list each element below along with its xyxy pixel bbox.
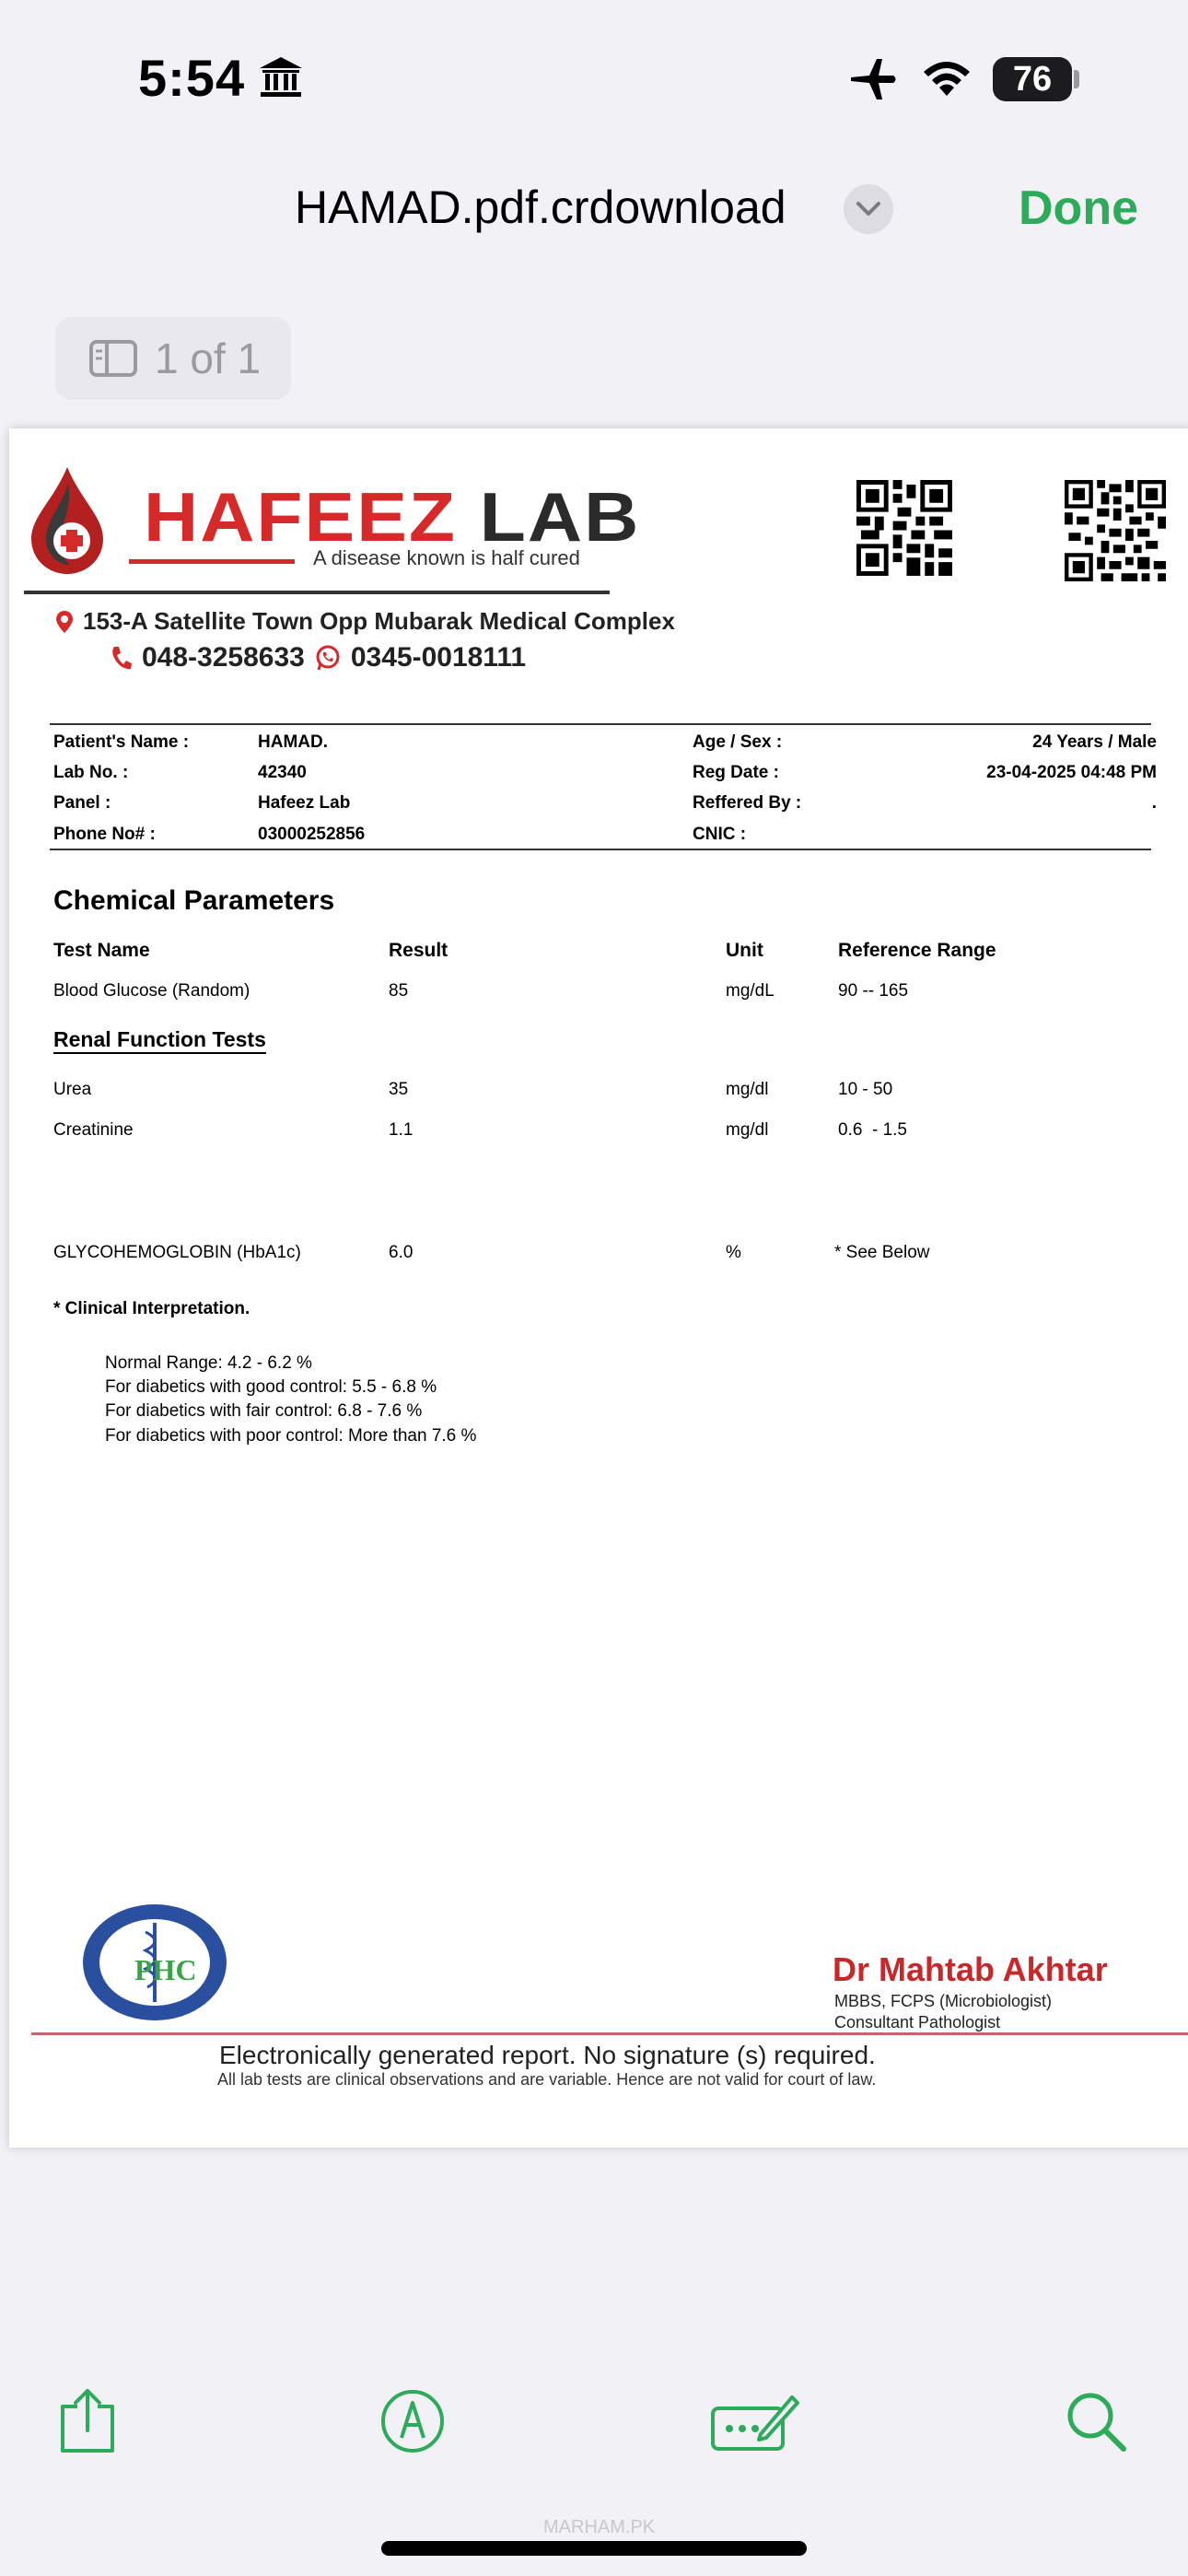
brand-hafeez: HAFEEZ xyxy=(144,478,457,556)
interpretation-line: Normal Range: 4.2 - 6.2 % xyxy=(105,1353,312,1373)
section-title: Chemical Parameters xyxy=(53,885,335,916)
reg-date: 23-04-2025 04:48 PM xyxy=(986,763,1157,782)
referred-by: . xyxy=(1151,793,1157,813)
urea-result: 35 xyxy=(389,1080,409,1099)
bank-icon xyxy=(258,55,304,100)
phone-value: 03000252856 xyxy=(258,825,366,844)
whatsapp-number: 0345-0018111 xyxy=(350,642,527,673)
brand-lab: LAB xyxy=(457,478,641,556)
title-menu-button[interactable] xyxy=(844,184,893,234)
qr-code-icon xyxy=(1065,480,1166,581)
status-bar xyxy=(0,0,1188,157)
markup-icon[interactable] xyxy=(379,2388,446,2454)
doctor-designation: Consultant Pathologist xyxy=(834,2013,1001,2032)
hba1c-unit: % xyxy=(726,1243,741,1262)
location-pin-icon xyxy=(55,610,74,634)
footer-divider xyxy=(31,2032,1188,2035)
hba1c-result: 6.0 xyxy=(389,1243,413,1262)
phone-icon xyxy=(111,645,133,671)
electronic-report-note: Electronically generated report. No signature (s) required. xyxy=(219,2041,876,2069)
glucose-test: Blood Glucose (Random) xyxy=(53,981,250,1001)
referred-by-label: Reffered By : xyxy=(693,793,802,813)
interpretation-line: For diabetics with fair control: 6.8 - 7.6 % xyxy=(105,1401,423,1421)
phone-label: Phone No# : xyxy=(53,825,156,844)
pdf-page[interactable] xyxy=(9,428,1188,2148)
urea-test: Urea xyxy=(53,1080,92,1099)
signature-icon[interactable] xyxy=(709,2392,801,2453)
done-button[interactable]: Done xyxy=(1019,181,1138,235)
col-reference-range: Reference Range xyxy=(838,940,996,961)
renal-section-title: Renal Function Tests xyxy=(53,1027,266,1051)
lab-no: 42340 xyxy=(258,763,307,782)
lab-phones xyxy=(111,642,526,673)
doctor-name: Dr Mahtab Akhtar xyxy=(833,1950,1108,1988)
patient-name-label: Patient's Name : xyxy=(53,732,190,752)
document-title[interactable]: HAMAD.pdf.crdownload xyxy=(295,181,786,233)
creatinine-unit: mg/dl xyxy=(726,1120,769,1140)
phone-number: 048-3258633 xyxy=(142,642,305,673)
urea-unit: mg/dl xyxy=(726,1080,769,1099)
age-sex-label: Age / Sex : xyxy=(693,732,783,752)
watermark: MARHAM.PK xyxy=(543,2517,656,2537)
home-indicator[interactable] xyxy=(381,2541,807,2556)
doctor-degrees: MBBS, FCPS (Microbiologist) xyxy=(834,1992,1053,2010)
battery-nub xyxy=(1074,70,1079,88)
brand-underline xyxy=(129,559,295,564)
glucose-unit: mg/dL xyxy=(726,981,775,1001)
creatinine-range: 0.6 - 1.5 xyxy=(838,1120,907,1140)
hba1c-test: GLYCOHEMOGLOBIN (HbA1c) xyxy=(53,1243,301,1262)
header-divider xyxy=(24,591,610,594)
whatsapp-icon xyxy=(314,644,342,672)
col-unit: Unit xyxy=(726,940,763,961)
wifi-icon xyxy=(921,57,973,100)
chevron-down-icon xyxy=(856,201,881,217)
info-top-rule xyxy=(50,723,1151,725)
col-test-name: Test Name xyxy=(53,940,150,961)
status-time: 5:54 xyxy=(138,49,246,107)
healthcare-commission-seal-icon xyxy=(81,1903,228,2022)
urea-range: 10 - 50 xyxy=(838,1080,893,1099)
glucose-range: 90 -- 165 xyxy=(838,981,909,1001)
clinical-interpretation-title: * Clinical Interpretation. xyxy=(53,1299,250,1318)
lab-address xyxy=(55,607,675,636)
qr-code-icon xyxy=(856,480,952,576)
page-indicator-label: 1 of 1 xyxy=(155,334,262,382)
age-sex: 24 Years / Male xyxy=(1032,732,1157,752)
interpretation-line: For diabetics with good control: 5.5 - 6.8 % xyxy=(105,1377,437,1397)
seal-letters: PHC xyxy=(134,1953,197,1986)
info-bottom-rule xyxy=(50,849,1151,850)
glucose-result: 85 xyxy=(389,981,409,1001)
reg-date-label: Reg Date : xyxy=(693,763,779,782)
legal-disclaimer: All lab tests are clinical observations and are variable. Hence are not valid for court of law. xyxy=(217,2070,877,2089)
creatinine-test: Creatinine xyxy=(53,1120,134,1140)
col-result: Result xyxy=(389,940,448,961)
cnic-label: CNIC : xyxy=(693,825,747,844)
address-text: 153-A Satellite Town Opp Mubarak Medical Complex xyxy=(83,607,675,635)
page-indicator-button[interactable] xyxy=(55,317,291,400)
battery-indicator: 76 xyxy=(993,57,1072,101)
creatinine-result: 1.1 xyxy=(389,1120,413,1140)
search-icon[interactable] xyxy=(1065,2390,1129,2454)
patient-name: HAMAD. xyxy=(258,732,328,752)
hba1c-range: * See Below xyxy=(834,1243,930,1262)
panel-value: Hafeez Lab xyxy=(258,793,351,813)
lab-tagline: A disease known is half cured xyxy=(313,546,580,569)
lab-no-label: Lab No. : xyxy=(53,763,129,782)
lab-logo-icon xyxy=(26,463,109,578)
airplane-mode-icon xyxy=(847,57,899,101)
sidebar-icon xyxy=(88,339,138,378)
panel-label: Panel : xyxy=(53,793,111,813)
interpretation-line: For diabetics with poor control: More than 7.6 % xyxy=(105,1426,477,1446)
share-icon[interactable] xyxy=(57,2386,118,2456)
